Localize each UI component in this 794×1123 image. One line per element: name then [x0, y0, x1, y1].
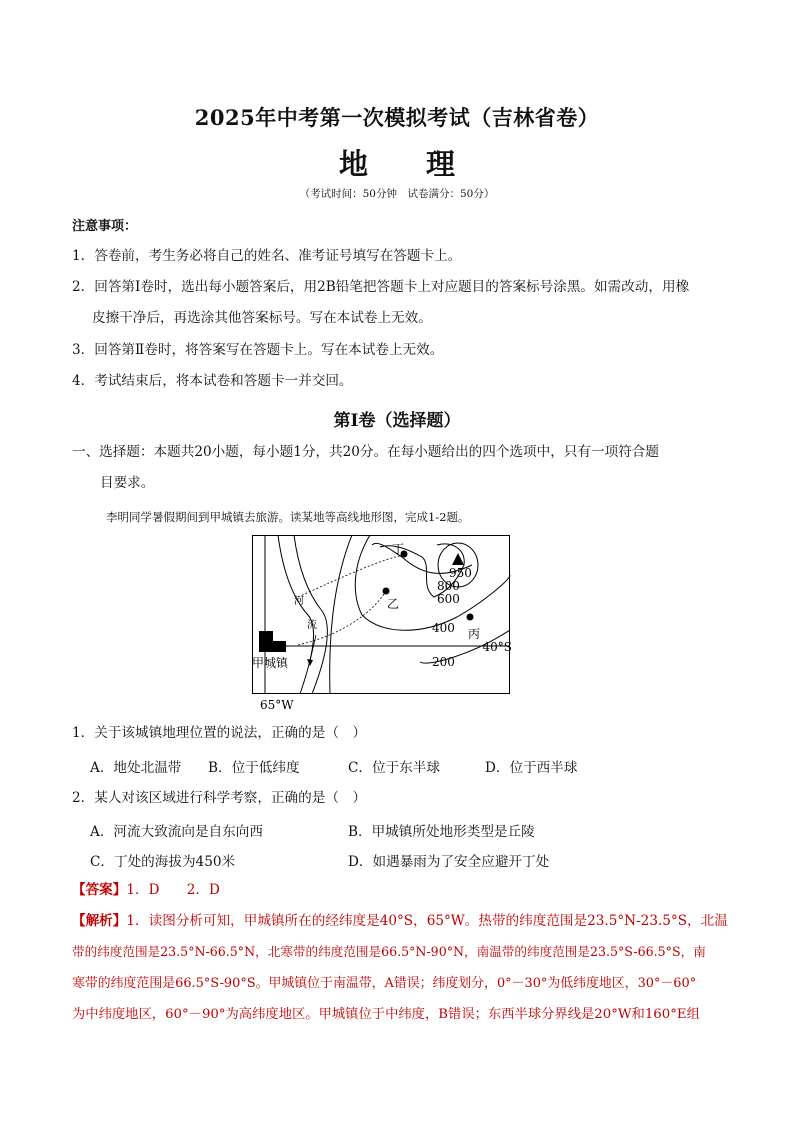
point-yi: [383, 588, 390, 595]
label-950: 950: [449, 566, 472, 580]
town-block-1: [259, 631, 273, 652]
notice-heading: 注意事项：: [72, 219, 138, 234]
q1-option-d[interactable]: D．位于西半球: [485, 760, 578, 776]
question-intro: 李明同学暑假期间到甲城镇去旅游。读某地等高线地形图，完成1-2题。: [106, 510, 470, 524]
label-lon: 65°W: [260, 698, 294, 710]
label-bing: 丙: [468, 627, 481, 641]
notice-item-2-cont: 皮擦干净后，再选涂其他答案标号。写在本试卷上无效。: [92, 310, 432, 326]
label-lat: 40°S: [482, 640, 512, 654]
label-400: 400: [432, 621, 455, 635]
notice-item-1: 1．答卷前，考生务必将自己的姓名、准考证号填写在答题卡上。: [72, 248, 462, 264]
analysis-line-2: 带的纬度范围是23.5°N-66.5°N，北寒带的纬度范围是66.5°N-90°N，南温带的纬度范围是23.5°S-66.5°S，南: [72, 944, 706, 959]
subject-title: 地 理: [338, 147, 480, 181]
q1-option-a[interactable]: A．地处北温带: [90, 760, 182, 776]
question-1-stem: 1．关于该城镇地理位置的说法，正确的是（ ）: [72, 725, 367, 741]
answer-text: 1．D 2．D: [126, 882, 220, 898]
point-bing: [467, 614, 474, 621]
part-instruction: 一、选择题：本题共20小题，每小题1分，共20分。在每小题给出的四个选项中，只有一项符合题: [72, 444, 659, 460]
label-river-1: 河: [294, 596, 304, 607]
analysis-tag: 【解析】: [72, 913, 127, 929]
q1-option-b[interactable]: B．位于低纬度: [208, 760, 300, 776]
label-800: 800: [437, 579, 460, 593]
q1-option-c[interactable]: C．位于东半球: [348, 760, 440, 776]
exam-title: 2025年中考第一次模拟考试（吉林省卷）: [194, 105, 600, 130]
answer-line: [72, 880, 220, 900]
section-title: 第Ⅰ卷（选择题）: [333, 411, 461, 431]
label-town: 甲城镇: [252, 656, 289, 670]
q2-option-c[interactable]: C．丁处的海拔为450米: [90, 854, 236, 870]
label-yi: 乙: [387, 597, 400, 611]
notice-item-2: 2．回答第Ⅰ卷时，选出每小题答案后，用2B铅笔把答题卡上对应题目的答案标号涂黑。如需改动，用橡: [72, 279, 690, 295]
analysis-line-1: [72, 911, 728, 931]
q2-option-b[interactable]: B．甲城镇所处地形类型是丘陵: [348, 824, 535, 840]
analysis-line-4: 为中纬度地区，60°－90°为高纬度地区。甲城镇位于中纬度，B错误；东西半球分界线是20°W和160°E组: [72, 1007, 700, 1022]
analysis-text-1: 1．读图分析可知，甲城镇所在的经纬度是40°S，65°W。热带的纬度范围是23.5°N-23.5°S，北温: [126, 913, 728, 929]
q2-option-d[interactable]: D．如遇暴雨为了安全应避开丁处: [348, 854, 550, 870]
label-600: 600: [437, 592, 460, 606]
part-instruction-cont: 目要求。: [100, 475, 155, 491]
town-block-2: [273, 641, 286, 652]
contour-map: [252, 535, 512, 710]
question-2-stem: 2．某人对该区域进行科学考察，正确的是（ ）: [72, 790, 367, 806]
q2-option-a[interactable]: A．河流大致流向是自东向西: [90, 824, 263, 840]
notice-item-4: 4．考试结束后，将本试卷和答题卡一并交回。: [72, 373, 353, 389]
label-river-2: 流: [307, 620, 317, 631]
label-200: 200: [432, 655, 455, 669]
analysis-line-3: 寒带的纬度范围是66.5°S-90°S。甲城镇位于南温带，A错误；纬度划分，0°－30°为低纬度地区，30°－60°: [72, 976, 697, 991]
answer-tag: 【答案】: [72, 882, 127, 898]
notice-item-3: 3．回答第Ⅱ卷时，将答案写在答题卡上。写在本试卷上无效。: [72, 342, 444, 358]
label-ding: 丁: [392, 542, 405, 556]
exam-info: （考试时间：50分钟 试卷满分：50分）: [299, 188, 495, 200]
